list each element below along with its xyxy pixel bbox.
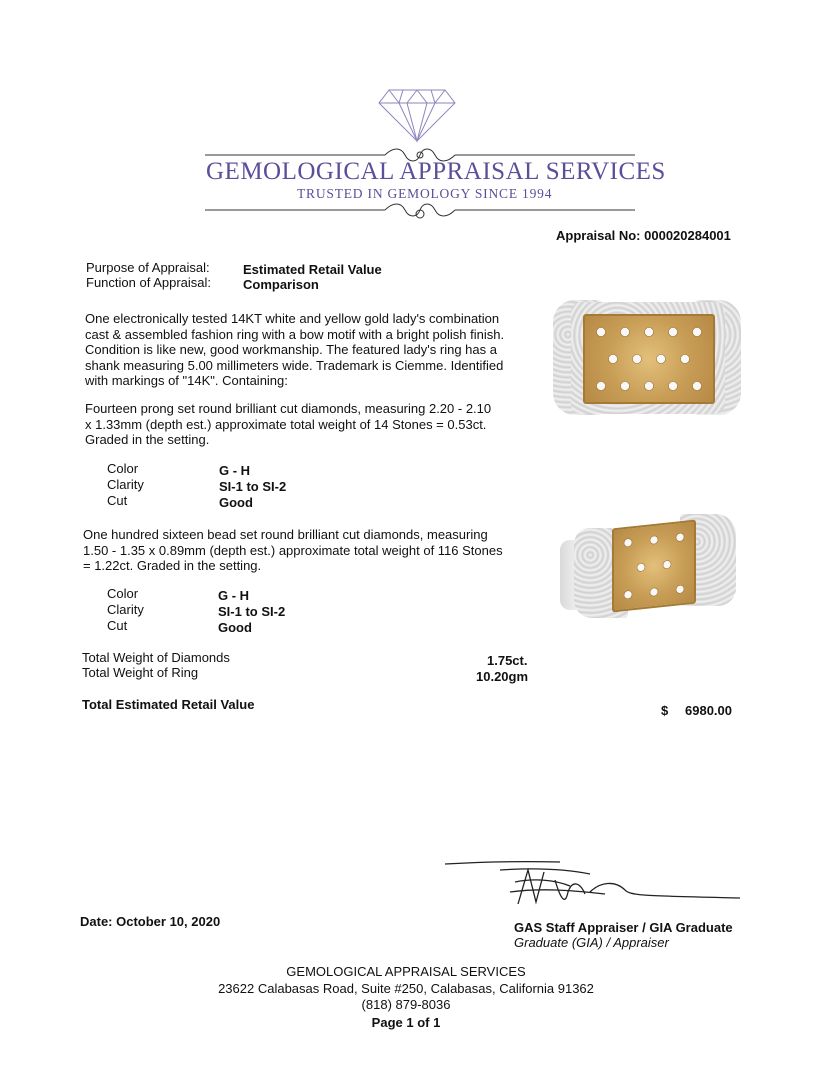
diamond-grid-icon xyxy=(585,316,713,402)
grade-label: Clarity xyxy=(107,477,144,492)
grade-value: Good xyxy=(219,495,253,510)
total-ring-value: 10.20gm xyxy=(476,669,529,684)
grade-label: Color xyxy=(107,586,139,601)
ring-gold-panel xyxy=(583,314,715,404)
total-diamonds-label: Total Weight of Diamonds xyxy=(82,650,230,665)
purpose-value: Estimated Retail Value xyxy=(243,262,382,277)
currency-symbol: $ xyxy=(661,703,669,718)
appraisal-date: Date: October 10, 2020 xyxy=(80,914,221,929)
item-description: One electronically tested 14KT white and yellow gold lady's combination cast & assembled fashion ring with a bow motif with a bright polish finish. Condition is like new, good workmanship. The featured lady's ring has a shank measuring 5.00 millimeters wide. Trademark is Ciemme. Identified with markings of "14K". Containing: xyxy=(85,311,505,388)
signature-icon xyxy=(440,852,740,922)
stone-group-1-description: Fourteen prong set round brilliant cut diamonds, measuring 2.20 - 2.10 x 1.33mm (depth est.) approximate total weight of 14 Stones = 0.53ct. Graded in the setting. xyxy=(85,401,492,447)
signer-subtitle: Graduate (GIA) / Appraiser xyxy=(514,935,669,950)
appraisal-number: Appraisal No: 000020284001 xyxy=(556,228,731,243)
grade-label: Color xyxy=(107,461,139,476)
grade-label: Clarity xyxy=(107,602,144,617)
total-retail-label: Total Estimated Retail Value xyxy=(82,697,255,712)
page-number: Page 1 of 1 xyxy=(371,1015,441,1030)
bottom-flourish-icon xyxy=(205,200,635,224)
function-label: Function of Appraisal: xyxy=(86,275,212,290)
grade-value: G - H xyxy=(218,588,250,603)
ring-photo-angled xyxy=(560,510,740,630)
grade-label: Cut xyxy=(107,493,128,508)
diamond-grid-icon xyxy=(614,522,694,610)
signer-title: GAS Staff Appraiser / GIA Graduate xyxy=(514,920,733,935)
tagline: TRUSTED IN GEMOLOGY SINCE 1994 xyxy=(297,186,553,201)
purpose-label: Purpose of Appraisal: xyxy=(86,260,210,275)
stone-group-2-description: One hundred sixteen bead set round brilliant cut diamonds, measuring 1.50 - 1.35 x 0.89mm (depth est.) approximate total weight of 116 Stones = 1.22ct. Graded in the setting. xyxy=(83,527,503,573)
grade-value: Good xyxy=(218,620,252,635)
diamond-icon xyxy=(377,88,457,143)
footer-phone: (818) 879-8036 xyxy=(361,997,451,1012)
grade-value: SI-1 to SI-2 xyxy=(218,604,286,619)
ring-gold-panel xyxy=(612,520,696,613)
company-name: GEMOLOGICAL APPRAISAL SERVICES xyxy=(206,158,666,185)
total-diamonds-value: 1.75ct. xyxy=(487,653,528,668)
logo xyxy=(0,0,829,230)
total-ring-label: Total Weight of Ring xyxy=(82,665,199,680)
grade-value: SI-1 to SI-2 xyxy=(219,479,287,494)
footer-address: 23622 Calabasas Road, Suite #250, Calabasas, California 91362 xyxy=(218,981,594,996)
footer-company: GEMOLOGICAL APPRAISAL SERVICES xyxy=(286,964,526,979)
grade-value: G - H xyxy=(219,463,251,478)
function-value: Comparison xyxy=(243,277,319,292)
grade-label: Cut xyxy=(107,618,128,633)
ring-photo-top xyxy=(553,292,743,422)
total-retail-value: 6980.00 xyxy=(685,703,732,718)
